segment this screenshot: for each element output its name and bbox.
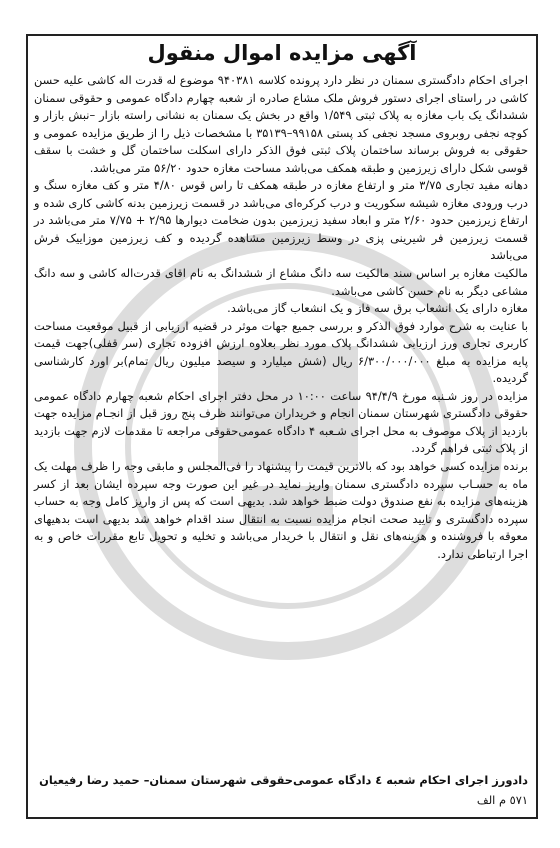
notice-code: ٥٧١ م الف — [476, 793, 528, 807]
paragraph-terms: برنده مزایده کسی خواهد بود که بالاترین قیمت را پیشنهاد را فی‌المجلس و مابقی وجه را ظرف مهلت یک ماه به حسـاب سپرده دادگستری سمنان واریز نماید در غیر این صورت وجه سپرده ایشان بعد از کسر هزینه‌های مزایده به نفع صندوق دولت ضبط خواهد شد. بدیهی است که پس از واریز کامل وجه به حساب سپرده دادگستری و تایید صحت انجام مزایده نسبت به انتقال سند اقدام خواهد شد بدیهی است بدهیهای معوقه با فروشنده و هزینه‌های نقل و انتقال با خریدار می‌باشد و تخلیه و تحویل تابع مقررات خاص و به اجرا ارتباطی ندارد. — [34, 459, 528, 561]
notice-body — [34, 72, 528, 563]
paragraph-auction-date: مزایده در روز شـنبه مورخ ۹۴/۴/۹ ساعت ۱۰:۰۰ در محل دفتر اجرای احکام شعبه چهارم دادگاه عمومی حقوقی دادگستری شهرستان سمنان انجام و خریداران می‌توانند ظرف پنج روز قبل از انجـام مزایده جهت بازدید از پلاک موصوف به محل اجرای شـعبه ۴ دادگاه عمومی‌حقوقی مراجعه تا مقدمات لازم جهت بازدید از پلاک ثبتی فراهم گردد. — [34, 388, 528, 456]
paragraph-intro: اجرای احکام دادگستری سمنان در نظر دارد پرونده کلاسه ۹۴۰۳۸۱ موضوع له قدرت اله کاشی علیه حسن کاشی در راستای اجرای دستور فروش ملک مشاع صادره از شعبه چهارم دادگاه عمومی و حقوقی سمنان ششدانگ یک باب مغازه به پلاک ثبتی ۱/۵۴۹ واقع در بخش یک سمنان به نشانی راسته بازار –نبش بازار و کوچه نجفی روبروی مسجد نجفی کد پستی ۹۹۱۵۸–۳۵۱۳۹ با مشخصات ذیل را از طریق مزایده عمومی و حقوقی به فروش برساند ساختمان پلاک ثبتی فوق الذکر دارای اسکلت ساختمان گل و خشت با سقف قوسی شکل دارای زیرزمین و طبقه همکف می‌باشد مساحت مغازه حدود ۵۶/۲۰ متر می‌باشد. — [34, 73, 528, 175]
signature-line: دادورز اجرای احکام شعبه ٤ دادگاه عمومی‌حقوقی شهرستان سمنان– حمید رضا رفیعیان — [39, 773, 528, 787]
paragraph-ownership: مالکیت مغازه بر اساس سند مالکیت سه دانگ مشاع از ششدانگ به نام اقای قدرت‌اله کاشی و سه دانگ مشاعی دیگر به نام حسن کاشی می‌باشد. — [34, 266, 528, 298]
notice-title: آگهی مزایده اموال منقول — [147, 41, 417, 65]
paragraph-utilities: مغازه دارای یک انشعاب برق سه فاز و یک انشعاب گاز می‌باشد. — [227, 301, 528, 316]
paragraph-specs: دهانه مفید تجاری ۳/۷۵ متر و ارتفاع مغازه در طبقه همکف تا راس قوس ۴/۸۰ متر و کف مغازه سنگ و درب ورودی مغازه شیشه سکوریت و درب کرکره‌ای می‌باشد در قسمت زیرزمین بدنه کاشی کاری شده و ارتفاع زیرزمین حدود ۲/۶۰ متر و ابعاد سفید زیرزمین بدون ضخامت دیوارها ۲/۹۵ + ۷/۷۵ متر می‌باشد در قسمت زیرزمین فر شیرینی پزی در وسط زیرزمین مشاهده گردیده و کف زیرزمین موزاییک فرش می‌باشد — [34, 178, 528, 263]
notice-sheet — [26, 34, 538, 819]
paragraph-valuation: با عنایت به شرح موارد فوق الذکر و بررسی جمیع جهات موثر در قضیه ارزیابی از قبیل موقعیت مساحت کاربری تجاری ورز ارزیابی ششدانگ پلاک مورد نظر بعلاوه ارزش افزوده تجاری (سر قفلی)جهت قیمت پایه مزایده به مبلغ ۶/۳۰۰/۰۰۰/۰۰۰ ریال (شش میلیارد و سیصد میلیون ریال تمام)بر اورد کارشناسی گردیده. — [34, 318, 529, 386]
